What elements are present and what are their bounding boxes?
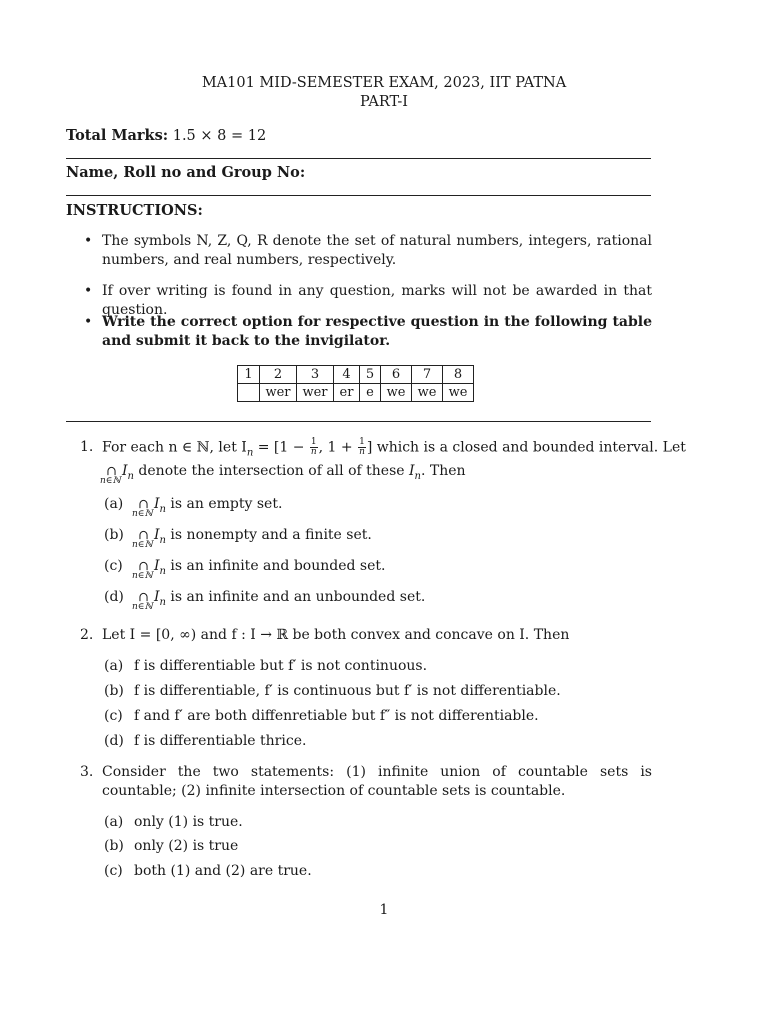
math-subscript: n: [159, 503, 166, 515]
total-marks-label: Total Marks:: [66, 127, 169, 144]
table-cell: 8: [443, 366, 474, 384]
intersection-symbol: [132, 495, 154, 519]
option-label: (c): [104, 708, 123, 724]
question-text-part: denote the intersection of all of these: [133, 463, 409, 480]
question-text-part: = [1 −: [253, 439, 309, 456]
answer-cell[interactable]: we: [443, 384, 474, 402]
table-cell: 7: [412, 366, 443, 384]
instruction-text: Write the correct option for respective question in the following table and submit it back to the invigilator.: [102, 314, 652, 349]
instruction-text: The symbols N, Z, Q, R denote the set of natural numbers, integers, rational numbers, and real numbers, respectively.: [102, 233, 652, 268]
math-subscript: n: [159, 534, 166, 546]
option: [104, 813, 243, 832]
math-var: I: [154, 589, 160, 605]
option: [104, 657, 427, 676]
page-number: 1: [379, 902, 389, 918]
cap-sub: n∈ℕ: [132, 602, 153, 612]
option-label: (b): [104, 838, 124, 854]
option-label: (a): [104, 496, 124, 512]
cap-sub: n∈ℕ: [132, 540, 153, 550]
table-cell: 4: [334, 366, 360, 384]
option-text: is an empty set.: [165, 496, 283, 512]
option: [104, 495, 282, 519]
question-text: Let I = [0, ∞) and f : I → ℝ be both convex and concave on I. Then: [102, 627, 570, 643]
option-text: is an infinite and an unbounded set.: [165, 589, 426, 605]
option-text: f is differentiable but f′ is not continuous.: [134, 658, 428, 674]
option: [104, 557, 385, 581]
option-label: (d): [104, 733, 124, 749]
table-cell: 2: [260, 366, 297, 384]
answer-table-header-row: [238, 366, 474, 384]
option-text: f and f′ are both diffenretiable but f″ is not differentiable.: [134, 708, 539, 724]
option-label: (c): [104, 863, 123, 879]
option: [104, 588, 425, 612]
option: [104, 707, 539, 726]
option-text: is an infinite and bounded set.: [165, 558, 386, 574]
math-var: I: [154, 527, 160, 543]
question-number: 2.: [80, 627, 94, 643]
option: [104, 526, 372, 550]
question-number: 1.: [80, 439, 94, 455]
math-subscript: n: [246, 447, 254, 459]
question-text-part: For each n ∈ ℕ, let I: [102, 439, 247, 456]
exam-title: MA101 MID-SEMESTER EXAM, 2023, IIT PATNA: [201, 75, 567, 91]
option-label: (b): [104, 683, 124, 699]
bullet-icon: •: [84, 283, 93, 299]
answer-cell[interactable]: e: [360, 384, 381, 402]
frac-num: 1: [310, 437, 317, 447]
divider: [66, 195, 651, 196]
option-label: (d): [104, 589, 124, 605]
divider: [66, 158, 651, 159]
name-roll-group-field: Name, Roll no and Group No:: [66, 164, 306, 181]
intersection-symbol: [132, 588, 154, 612]
divider: [66, 421, 651, 422]
fraction: [358, 438, 366, 457]
intersection-symbol: [100, 462, 122, 487]
total-marks: [66, 127, 266, 144]
total-marks-value: 1.5 × 8 = 12: [172, 128, 267, 144]
math-var: I: [154, 558, 160, 574]
cap-glyph: ∩: [138, 497, 149, 512]
table-cell: 6: [381, 366, 412, 384]
bullet-icon: •: [84, 314, 93, 330]
exam-header: [0, 74, 768, 112]
answer-cell[interactable]: wer: [297, 384, 334, 402]
frac-num: 1: [359, 437, 365, 447]
math-subscript: n: [159, 596, 166, 608]
math-subscript: n: [159, 565, 166, 577]
cap-sub: n∈ℕ: [100, 476, 121, 487]
cap-glyph: ∩: [138, 559, 149, 574]
answer-cell[interactable]: we: [412, 384, 443, 402]
cap-sub: n∈ℕ: [132, 509, 153, 519]
option-text: both (1) and (2) are true.: [134, 863, 312, 879]
question-text-part: ] which is a closed and bounded interval. Let: [366, 439, 686, 456]
math-var: I: [122, 463, 128, 480]
option-text: is nonempty and a finite set.: [165, 527, 372, 543]
option: [104, 732, 306, 751]
answer-cell[interactable]: we: [381, 384, 412, 402]
option-text: f is differentiable thrice.: [134, 733, 307, 749]
answer-table-answer-row: [238, 384, 474, 402]
math-var: I: [154, 496, 160, 512]
option-label: (a): [104, 658, 124, 674]
intersection-symbol: [132, 557, 154, 581]
question-text: [100, 437, 686, 487]
instruction-text: If over writing is found in any question, marks will not be awarded in that question.: [102, 283, 652, 318]
table-cell: 3: [297, 366, 334, 384]
frac-den: n: [359, 447, 365, 457]
cap-glyph: ∩: [138, 590, 149, 605]
question-text-part: . Then: [420, 463, 466, 480]
option-label: (b): [104, 527, 124, 543]
cap-sub: n∈ℕ: [132, 571, 153, 581]
question-text: Consider the two statements: (1) infinite union of countable sets is countable; (2) infinite intersection of countable sets is countable.: [102, 764, 652, 799]
option-text: f is differentiable, f′ is continuous but f′ is not differentiable.: [134, 683, 561, 699]
math-subscript: n: [127, 471, 134, 483]
question-text-part: , 1 +: [318, 439, 358, 456]
exam-part: PART-I: [360, 94, 408, 110]
question-number: 3.: [80, 764, 94, 780]
frac-den: n: [310, 447, 317, 457]
answer-table: [237, 365, 474, 402]
option: [104, 837, 238, 856]
answer-cell[interactable]: [238, 384, 260, 402]
option-text: only (2) is true: [134, 838, 239, 854]
intersection-symbol: [132, 526, 154, 550]
option: [104, 862, 312, 881]
table-cell: 1: [238, 366, 260, 384]
cap-glyph: ∩: [106, 464, 117, 480]
option-label: (c): [104, 558, 123, 574]
option: [104, 682, 561, 701]
answer-cell[interactable]: wer: [260, 384, 297, 402]
cap-glyph: ∩: [138, 528, 149, 543]
math-var: I: [409, 463, 415, 480]
answer-cell[interactable]: er: [334, 384, 360, 402]
option-label: (a): [104, 814, 124, 830]
table-cell: 5: [360, 366, 381, 384]
math-subscript: n: [414, 471, 421, 483]
bullet-icon: •: [84, 233, 93, 249]
fraction: [310, 438, 318, 457]
instructions-title: INSTRUCTIONS:: [66, 202, 203, 219]
option-text: only (1) is true.: [134, 814, 243, 830]
